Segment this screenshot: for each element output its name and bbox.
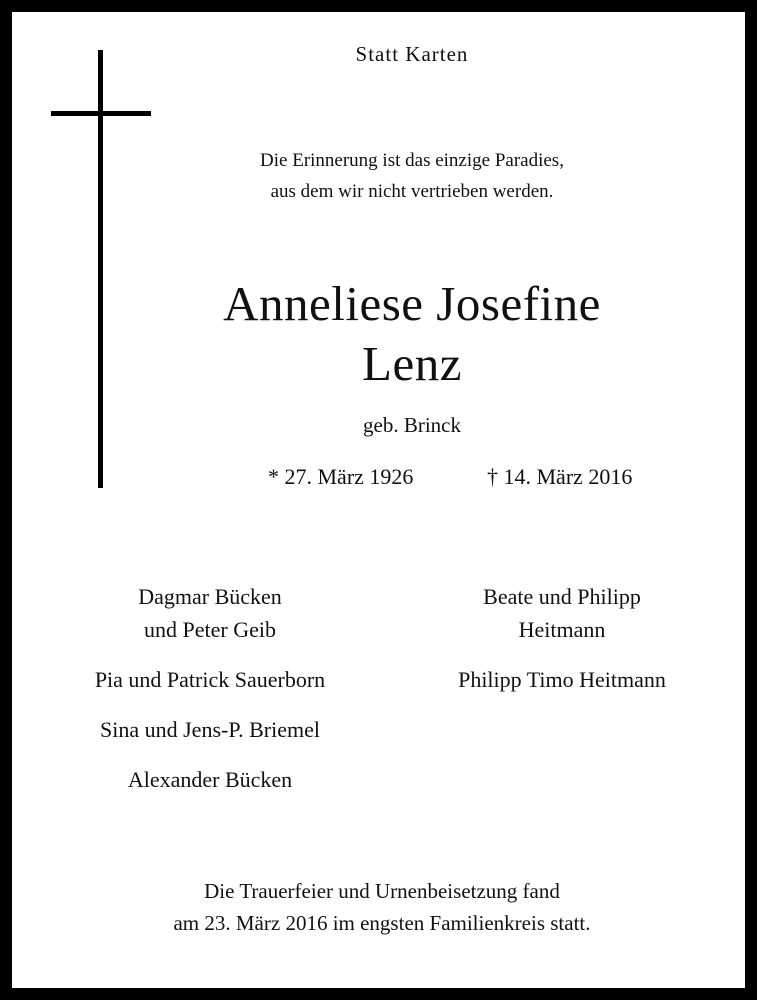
birth-date: * 27. März 1926 — [268, 464, 414, 489]
header-text: Statt Karten — [355, 42, 469, 66]
death-date: † 14. März 2016 — [487, 464, 633, 489]
mourner-entry — [42, 763, 378, 796]
mourner-line: Philipp Timo Heitmann — [458, 667, 666, 692]
mourner-entry — [392, 663, 732, 696]
mourner-line: Dagmar Bücken — [138, 584, 282, 609]
mourners-left-column — [42, 580, 378, 813]
mourner-line: Sina und Jens-P. Briemel — [100, 717, 320, 742]
mourner-line: Alexander Bücken — [127, 767, 293, 792]
cross-horizontal-bar — [51, 111, 151, 116]
mourner-line: Pia und Patrick Sauerborn — [94, 667, 326, 692]
quote-line: aus dem wir nicht vertrieben werden. — [270, 181, 554, 202]
mourner-entry — [42, 713, 378, 746]
funeral-info-line: Die Trauerfeier und Urnenbeisetzung fand — [204, 879, 560, 903]
mourner-entry — [392, 580, 732, 646]
mourner-line: Beate und Philipp — [483, 584, 641, 609]
mourner-entry — [42, 580, 378, 646]
deceased-given-names: Anneliese Josefine — [223, 276, 601, 331]
mourner-entry — [42, 663, 378, 696]
memorial-quote — [202, 145, 622, 207]
funeral-info — [72, 875, 692, 939]
quote-line: Die Erinnerung ist das einzige Paradies, — [260, 150, 564, 171]
deceased-surname: Lenz — [362, 336, 462, 391]
mourner-line: und Peter Geib — [144, 617, 276, 642]
mourner-line: Heitmann — [518, 617, 606, 642]
maiden-name: geb. Brinck — [363, 413, 461, 437]
mourners-right-column — [392, 580, 732, 713]
deceased-name — [152, 274, 672, 394]
funeral-info-line: am 23. März 2016 im engsten Familienkreis statt. — [173, 911, 591, 935]
life-dates — [12, 464, 745, 494]
obituary-card — [12, 12, 745, 988]
